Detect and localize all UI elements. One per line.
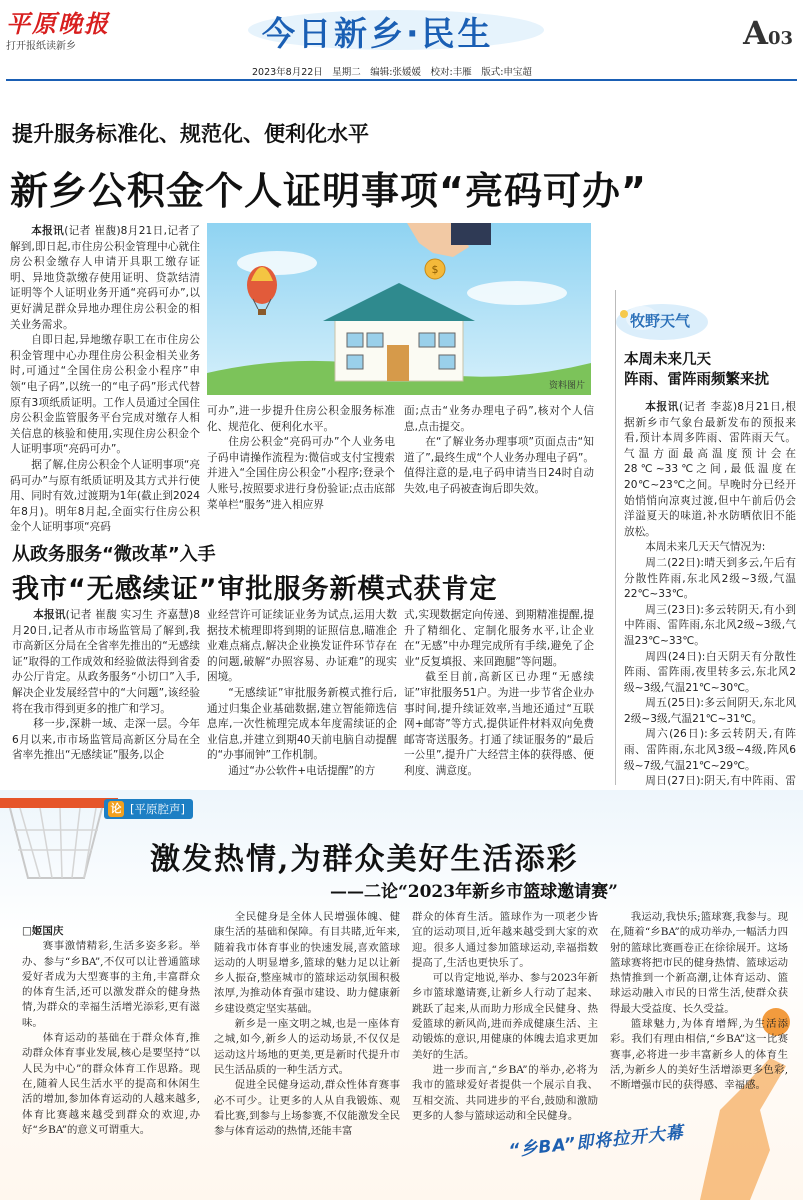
masthead-divider [6,79,797,81]
page-num: 03 [767,28,793,49]
story2-paragraph: 移一步,深耕一域、走深一层。今年6月以来,市市场监管局高新区分局在全省率先推出“无感续证”服务,以企 [12,718,200,762]
page-letter: A [743,14,768,52]
story2-col2 [207,608,397,780]
story1-paragraph: 可办”,进一步提升住房公积金服务标准化、规范化、便利化水平。 [207,405,395,433]
commentary-tag-label: [平原腔声] [130,802,185,816]
logo-name: 平原晚报 [6,9,110,38]
story2-byline-reporter: (记者 崔馥 实习生 齐嘉慧) [65,609,194,621]
story1-paragraph: 据了解,住房公积金个人证明事项“亮码可办”与原有纸质证明及其方式并行使用、同时有效,过渡期为1年(截止到2024年8月)。明年8月起,全面实行住房公积金个人证明事项“亮码 [10,458,200,534]
weather-day: 周二(22日):晴天到多云,午后有分散性阵雨,东北风2级~3级,气温22℃~33℃。 [624,556,796,601]
story2-paragraph: 业经营许可证续证业务为试点,运用大数据技术梳理即将到期的证照信息,瞄准企业难点痛点,解决企业换发证件环节存在的问题,破解“办照容易、办证难”的现实困境。 [207,609,397,684]
weather-section-header [612,296,802,344]
commentary-paragraph: 全民健身是全体人民增强体魄、健康生活的基础和保障。有目共睹,近年来,随着我市体育事业的快速发展,喜欢篮球运动的人明显增多,篮球的魅力足以让新乡人振奋,整座城市的篮球运动氛围积极浓厚,为推动体育强市建设、助力健康新乡建设奠定坚实基础。 [214,911,400,1015]
logo-tagline: 打开报纸读新乡 [6,41,76,52]
comment-icon: 论 [108,801,124,817]
section-title: 今日新乡·民生 [262,14,494,53]
story1-paragraph: 8月21日,记者了解到,即日起,市住房公积金管理中心就住房公积金缴存人申请开具职工缴存证明、异地贷款缴存使用证明、贷款结清证明等个人证明业务开通“亮码可办”,以更好满足群众异地办理住房公积金的相关业务需求。 [10,225,201,331]
commentary-headline[interactable]: 激发热情,为群众美好生活添彩 [150,842,579,877]
commentary-paragraph: 新乡是一座文明之城,也是一座体育之城,如今,新乡人的运动场景,不仅仅是运动这片场地的更美,更是新时代提升市民生活品质的一种生活方式。 [214,1018,400,1076]
story2-paragraph: 8月20日,记者从市市场监管局了解到,我市高新区分局在全省率先推出的“无感续证”取得的工作成效和经验做法得到省委办公厅肯定。从政务服务“小切口”入手,解决企业发展经营中的“大问题”,该经验将在我市得到更多的推广和学习。 [12,609,200,715]
weather-paragraph: 本周未来几天天气情况为: [645,541,766,554]
weather-day: 周五(25日):多云间阴天,东北风2级~3级,气温21℃~31℃。 [624,697,796,725]
story2-headline[interactable]: 我市“无感续证”审批服务新模式获肯定 [12,574,498,605]
story1-paragraph: 住房公积金“亮码可办”个人业务电子码申请操作流程为:微信或支付宝搜索并进入“全国住房公积金”小程序;登录个人账号,按照要求进行身份验证;点击底部菜单栏“服务”进入相应界 [207,436,395,511]
commentary-col2 [214,910,400,1139]
story1-col3 [404,404,594,498]
newspaper-logo[interactable] [6,4,118,52]
svg-text:$: $ [431,263,439,276]
commentary-tag [104,799,193,819]
commentary-col4 [610,910,788,1094]
commentary-paragraph: 我运动,我快乐;篮球赛,我参与。现在,随着“乡BA”的成功举办,一幅活力四射的篮球比赛画卷正在徐徐展开。这场篮球赛将把市民的健身热情、篮球运动热情推到一个新高潮,让体育运动、篮球运动融入市民的日常生活,使群众获得最大受益度、长久受益。 [610,911,788,1015]
commentary-paragraph: 赛事激情精彩,生活多姿多彩。举办、参与“乡BA”,不仅可以让普通篮球爱好者成为大型赛事的主角,丰富群众的体育生活,还可以激发群众的健身热情,为群众的幸福生活增光添彩,更有滋味。 [22,940,200,1029]
weather-day: 周四(24日):白天阴天有分散性阵雨、雷阵雨,夜里转多云,东北风2级~3级,气温21℃~30℃。 [624,650,796,694]
story2-paragraph: 截至目前,高新区已办理“无感续证”审批服务51户。为进一步节省企业办事时间,提升续证效率,当地还通过“互联网+邮寄”等方式,提供证件材料双向免费邮寄寄送服务。打通了续证服务的“最后一公里”,提升广大经营主体的获得感、便利度、满意度。 [404,671,594,777]
story1-headline[interactable]: 新乡公积金个人证明事项“亮码可办” [10,169,647,213]
story2-kicker: 从政务服务“微改革”入手 [12,544,216,565]
story2-paragraph: 通过“办公软件+电话提醒”的方 [228,764,376,777]
weather-headline-line1: 本周未来几天 [624,352,711,368]
commentary-paragraph: 体育运动的基础在于群众体育,推动群众体育事业发展,核心是要坚持“以人民为中心”的群众体育工作思路。现在,随着人民生活水平的提高和休闲生活的增加,参加体育运动的人越来越多,体育比赛越来越受到群众的欢迎,办好“乡BA”的意义可谓重大。 [22,1032,200,1136]
story2-col1 [12,608,200,764]
coin-icon [425,259,445,279]
weather-day: 周六(26日):多云转阴天,有阵雨、雷阵雨,东北风3级~4级,阵风6级~7级,气温21℃~29℃。 [624,728,796,772]
weather-byline-reporter: (记者 李蕊) [679,401,738,413]
story1-col1 [10,224,200,536]
page-number [743,14,793,52]
story1-illustration [207,223,591,395]
column-divider [615,290,616,785]
commentary-col3 [412,910,598,1124]
commentary-paragraph: 进一步而言,“乡BA”的举办,必将为我市的篮球爱好者提供一个展示自我、互相交流、共同进步的平台,鼓励和激励更多的人参与篮球运动和全民健身。 [412,1063,598,1122]
house-coin-illustration [207,223,591,395]
weather-day: 周日(27日):阴天,有中阵雨、雷 [645,775,796,788]
commentary-subhead: ——二论“2023年新乡市篮球邀请赛” [330,882,618,902]
commentary-slogan: “乡BA”即将拉开大幕 [507,1122,685,1162]
story1-paragraph: 在“了解业务办理事项”页面点击“知道了”,最终生成“个人业务办理电子码”。值得注意的是,电子码申请当日24时自动失效,电子码被查询后即失效。 [404,436,594,495]
weather-headline[interactable] [624,350,799,390]
story1-col2 [207,404,395,513]
commentary-author: □姬国庆 [22,925,64,937]
issue-meta: 2023年8月22日 星期二 编辑:张媛媛 校对:丰雁 版式:申宝超 [252,67,532,78]
commentary-col1 [22,924,200,1138]
story2-paragraph: 式,实现数据定向传递、到期精准提醒,提升了精细化、定制化服务水平,让企业在“无感”中办理完成所有手续,避免了企业“反复填报、来回跑腿”等问题。 [404,609,594,668]
story1-byline-reporter: (记者 崔馥) [64,225,121,237]
story1-paragraph: 面;点击“业务办理电子码”,核对个人信息,点击提交。 [404,405,594,433]
story2-byline: 本报讯 [33,609,66,621]
story1-kicker: 提升服务标准化、规范化、便利化水平 [12,122,369,146]
masthead [0,0,803,78]
photo-credit: 资料图片 [548,381,585,391]
weather-day: 周三(23日):多云转阴天,有小到中阵雨、雷阵雨,东北风2级~3级,气温23℃~33℃。 [624,603,796,647]
story1-paragraph: 自即日起,异地缴存职工在市住房公积金管理中心办理住房公积金相关业务时,可通过“全国住房公积金小程序”申领“电子码”,以统一的“电子码”形式代替原有3项纸质证明。工作人员通过全国住房公积金监管服务平台完成对缴存人相关信息的核验和使用,实现住房公积金个人证明事项“亮码可办”。 [10,334,200,456]
commentary-paragraph: 群众的体育生活。篮球作为一项老少皆宜的运动项目,近年越来越受到大家的欢迎。很多人通过参加篮球运动,幸福指数提高了,生活也更快乐了。 [412,911,598,969]
story2-paragraph: “无感续证”审批服务新模式推行后,通过归集企业基础数据,建立智能筛选信息库,一次性梳理完成本年度需续证的企业信息,并建立到期40天前电脑自动提醒的“办事闹钟”工作机制。 [207,686,397,762]
weather-byline: 本报讯 [645,401,680,413]
commentary-paragraph: 可以肯定地说,举办、参与2023年新乡市篮球邀请赛,让新乡人行动了起来、跳跃了起来,从而助力形成全民健身、热爱篮球的新风尚,进而养成健康生活、主动锻炼的意识,用健康的体魄去追求更加美好的生活。 [412,972,598,1061]
weather-section-title: 牧野天气 [630,312,691,330]
commentary-paragraph: 促进全民健身运动,群众性体育赛事必不可少。让更多的人从自我锻炼、观看比赛,到参与上场参赛,不仅能激发全民参与体育运动的热情,还能丰富 [214,1079,400,1138]
commentary-paragraph: 篮球魅力,为体育增辉,为生活添彩。我们有理由相信,“乡BA”这一比赛赛事,必将进一步丰富新乡人的体育生活,为新乡人的美好生活增添更多色彩,不断增强市民的获得感、幸福感。 [610,1018,788,1092]
story1-byline: 本报讯 [31,225,65,237]
weather-body [624,400,796,821]
weather-paragraph: 8月21日,根据新乡市气象台最新发布的预报来看,预计本周多阵雨、雷阵雨天气。气温方面最高温度预计会在28℃~33℃之间,最低温度在20℃~23℃之间。早晚时分已经开始悄悄向凉爽过渡,但中午前后仍会洋溢夏天的味道,补水防晒依旧不能放松。 [624,401,796,538]
story2-col3 [404,608,594,780]
weather-headline-line2: 阵雨、雷阵雨频繁来扰 [624,372,769,388]
